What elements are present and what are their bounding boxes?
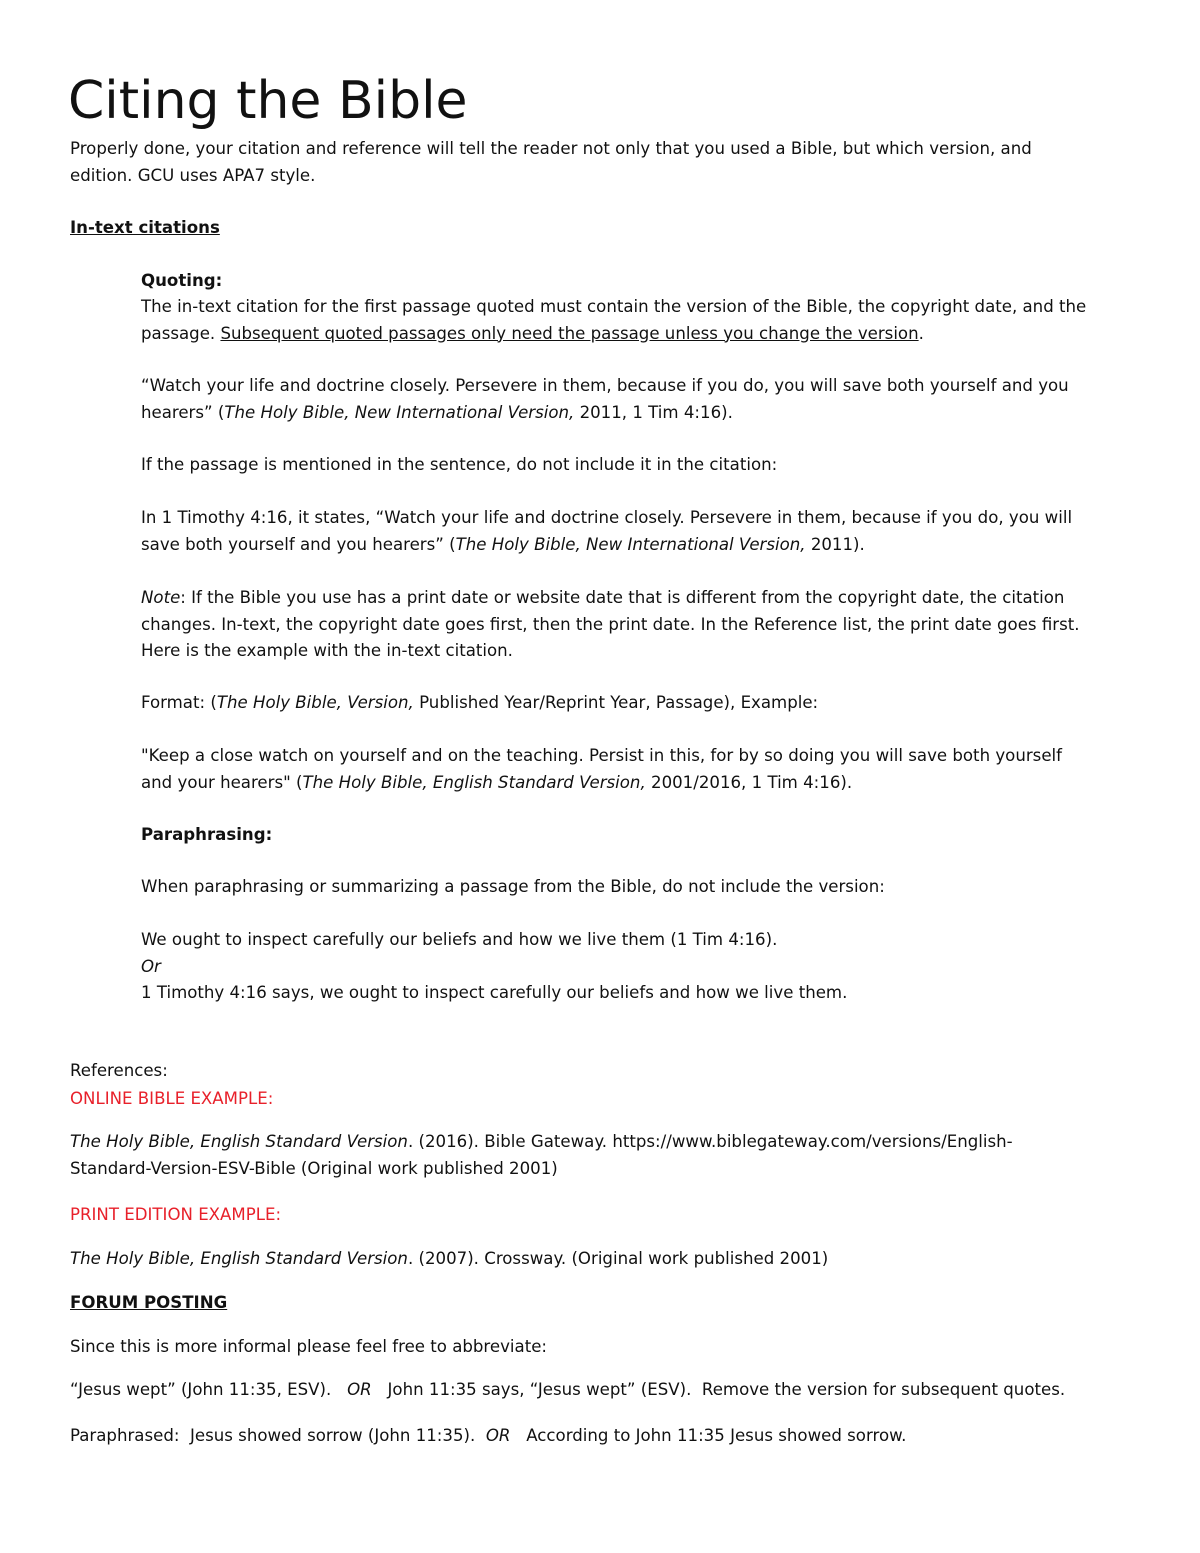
mention-rule: If the passage is mentioned in the sentence, do not include it in the citation: <box>141 455 778 474</box>
references-heading: References: <box>70 1061 168 1080</box>
forum-example-2-b: According to John 11:35 Jesus showed sorrow. <box>510 1426 907 1445</box>
forum-example-2 <box>70 1423 1138 1450</box>
forum-example-2-a: Paraphrased: Jesus showed sorrow (John 11:35). <box>70 1426 486 1445</box>
paraphrase-example-1: We ought to inspect carefully our beliefs and how we live them (1 Tim 4:16). <box>141 930 778 949</box>
print-edition-example-label: PRINT EDITION EXAMPLE: <box>70 1205 282 1224</box>
note-line-3: Here is the example with the in-text citation. <box>141 641 513 660</box>
intro-paragraph <box>70 136 1138 189</box>
format-prefix: Format: ( <box>141 693 217 712</box>
quoting-rule-line-2b: . <box>918 323 924 343</box>
online-reference <box>70 1129 1138 1182</box>
forum-example-1-a: “Jesus wept” (John 11:35, ESV). <box>70 1380 348 1399</box>
quote-example-2-line-2b: 2011). <box>805 534 865 554</box>
online-reference-line-2: Standard-Version-ESV-Bible (Original work published 2001) <box>70 1158 558 1178</box>
note-label: Note <box>141 588 181 607</box>
note-paragraph <box>141 585 1141 665</box>
quote-example-2-line-1: In 1 Timothy 4:16, it states, “Watch your life and doctrine closely. Persevere in them, because if you do, you will <box>141 508 1073 527</box>
quoting-heading: Quoting: <box>141 271 223 290</box>
quote-example-2-line-2a: save both yourself and you hearers” ( <box>141 534 456 554</box>
format-version: The Holy Bible, Version, <box>216 693 414 712</box>
forum-intro: Since this is more informal please feel free to abbreviate: <box>70 1337 548 1356</box>
quote-example-3 <box>141 743 1141 796</box>
forum-posting-heading: FORUM POSTING <box>70 1293 228 1312</box>
format-line <box>141 690 1141 717</box>
paraphrasing-rule: When paraphrasing or summarizing a passage from the Bible, do not include the version: <box>141 877 885 896</box>
quote-example-1-line-2a: hearers” ( <box>141 402 225 422</box>
quote-example-3-line-1: "Keep a close watch on yourself and on the teaching. Persist in this, for by so doing you will save both yourself <box>141 746 1062 765</box>
intext-citations-heading: In-text citations <box>70 218 220 237</box>
quote-example-1 <box>141 373 1141 426</box>
intro-line-1: Properly done, your citation and reference will tell the reader not only that you used a Bible, but which version, and <box>70 139 1032 158</box>
forum-example-1-or: OR <box>347 1380 372 1399</box>
intro-line-2: edition. GCU uses APA7 style. <box>70 165 316 185</box>
quote-example-3-line-2b: 2001/2016, 1 Tim 4:16). <box>645 772 853 792</box>
quote-example-3-version: The Holy Bible, English Standard Version, <box>302 772 646 792</box>
quote-example-2 <box>141 505 1141 558</box>
print-reference-title: The Holy Bible, English Standard Version <box>70 1249 408 1268</box>
online-reference-title: The Holy Bible, English Standard Version <box>70 1132 408 1151</box>
quoting-rule-line-1: The in-text citation for the first passage quoted must contain the version of the Bible, the copyright date, and the <box>141 297 1087 316</box>
online-reference-line-1: . (2016). Bible Gateway. https://www.biblegateway.com/versions/English- <box>407 1132 1013 1151</box>
quote-example-3-line-2a: and your hearers" ( <box>141 772 303 792</box>
quoting-rule <box>141 294 1141 347</box>
print-reference <box>70 1246 1138 1273</box>
paraphrase-examples <box>141 927 1141 1007</box>
quote-example-2-version: The Holy Bible, New International Version, <box>455 534 806 554</box>
note-line-1: : If the Bible you use has a print date or website date that is different from the copyright date, the citation <box>180 588 1065 607</box>
quoting-rule-line-2a: passage. <box>141 323 221 343</box>
online-bible-example-label: ONLINE BIBLE EXAMPLE: <box>70 1089 274 1108</box>
paraphrasing-heading: Paraphrasing: <box>141 825 273 844</box>
page-title: Citing the Bible <box>68 71 468 131</box>
print-reference-rest: . (2007). Crossway. (Original work published 2001) <box>407 1249 829 1268</box>
forum-example-2-or: OR <box>485 1426 511 1445</box>
note-line-2: changes. In-text, the copyright date goes first, then the print date. In the Reference list, the print date goes first. <box>141 614 1080 634</box>
paraphrase-or: Or <box>141 956 161 976</box>
subsequent-passages-note: Subsequent quoted passages only need the passage unless you change the version <box>220 323 919 343</box>
quote-example-1-version: The Holy Bible, New International Version, <box>224 402 575 422</box>
forum-example-1-b: John 11:35 says, “Jesus wept” (ESV). Remove the version for subsequent quotes. <box>371 1380 1066 1399</box>
quote-example-1-line-1: “Watch your life and doctrine closely. Persevere in them, because if you do, you will save both yourself and you <box>141 376 1069 395</box>
format-suffix: Published Year/Reprint Year, Passage), Example: <box>413 693 819 712</box>
forum-example-1 <box>70 1377 1138 1404</box>
quote-example-1-line-2b: 2011, 1 Tim 4:16). <box>574 402 733 422</box>
paraphrase-example-2: 1 Timothy 4:16 says, we ought to inspect carefully our beliefs and how we live them. <box>141 983 848 1002</box>
